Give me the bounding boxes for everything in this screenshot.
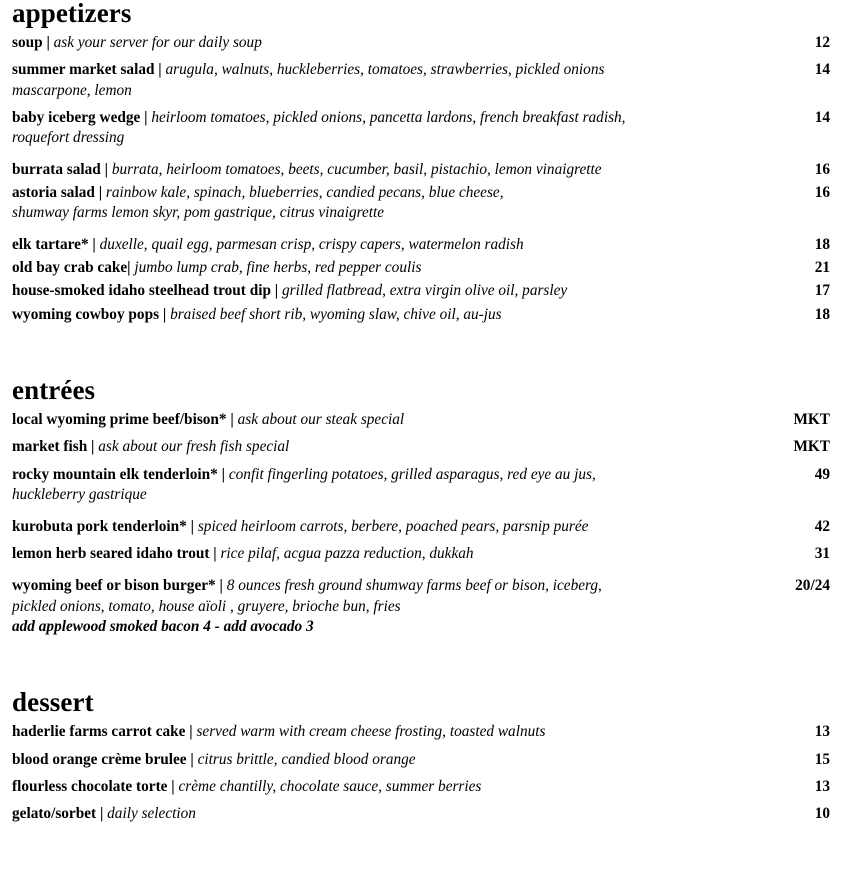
- menu-item-separator: |: [100, 160, 112, 178]
- menu-item-price: 14: [814, 61, 830, 79]
- menu-item-text: [12, 517, 772, 537]
- menu-item-name: wyoming beef or bison burger*: [12, 577, 216, 595]
- menu-item-description: ask your server for our daily soup: [53, 34, 262, 51]
- menu-item-separator: |: [167, 777, 179, 795]
- menu-item-separator: |: [270, 282, 282, 300]
- menu-item-description: ask about our steak special: [237, 411, 405, 429]
- menu-item-text: [12, 437, 772, 457]
- menu-item-price: 17: [814, 282, 830, 300]
- menu-item-description-line2: huckleberry gastrique: [12, 486, 147, 504]
- menu-item-separator: |: [186, 750, 198, 768]
- menu-item-description: confit fingerling potatoes, grilled asparagus, red eye au jus,: [228, 465, 596, 483]
- menu-item-separator: |: [88, 235, 100, 253]
- menu-item-price: 42: [814, 517, 830, 535]
- menu-item-separator: |: [140, 109, 152, 127]
- menu-item-description: ask about our fresh fish special: [98, 438, 290, 456]
- menu-item-description: spiced heirloom carrots, berbere, poached pears, parsnip purée: [197, 517, 589, 535]
- menu-item-kurobuta-pork-tenderloin: [12, 517, 830, 537]
- menu-item-wyoming-cowboy-pops: [12, 305, 830, 325]
- menu-item-name: old bay crab cake: [12, 259, 128, 277]
- menu-item-separator: |: [215, 577, 227, 595]
- menu-item-text: [12, 777, 772, 797]
- menu-item-text: [12, 108, 772, 149]
- menu-item-local-wyoming-prime-beef-bison: [12, 410, 830, 430]
- menu-item-separator: |: [94, 184, 106, 202]
- menu-item-text: [12, 750, 772, 770]
- section-heading-dessert: dessert: [12, 687, 94, 718]
- menu-item-name: market fish: [12, 438, 88, 456]
- section-appetizers: [12, 0, 830, 325]
- menu-item-price: 31: [814, 544, 830, 562]
- menu-item-name: blood orange crème brulee: [12, 750, 187, 768]
- menu-item-text: [12, 183, 772, 224]
- menu-item-name: haderlie farms carrot cake: [12, 723, 186, 741]
- menu-item-separator: |: [209, 544, 221, 562]
- menu-item-baby-iceberg-wedge: [12, 108, 830, 149]
- section-entrees: [12, 377, 830, 637]
- menu-item-text: [12, 235, 772, 255]
- menu-item-name: soup: [12, 34, 43, 51]
- section-heading-appetizers: appetizers: [12, 0, 132, 28]
- menu-item-description-line2: roquefort dressing: [12, 129, 125, 147]
- menu-item-text: [12, 410, 772, 430]
- menu-item-separator: |: [226, 411, 238, 429]
- menu-item-name: flourless chocolate torte: [12, 777, 168, 795]
- menu-item-price: 18: [814, 305, 830, 323]
- menu-item-name: lemon herb seared idaho trout: [12, 544, 210, 562]
- menu-item-text: [12, 804, 772, 824]
- menu-item-steelhead-trout-dip: [12, 281, 830, 301]
- menu-item-name: rocky mountain elk tenderloin*: [12, 465, 218, 483]
- menu-item-elk-tartare: [12, 235, 830, 255]
- menu-item-price: 13: [814, 723, 830, 741]
- menu-item-haderlie-farms-carrot-cake: [12, 722, 830, 742]
- menu-item-name: summer market salad: [12, 61, 155, 79]
- menu-item-description: burrata, heirloom tomatoes, beets, cucumber, basil, pistachio, lemon vinaigrette: [111, 160, 602, 178]
- menu-item-price: 12: [814, 34, 830, 51]
- menu-item-description: crème chantilly, chocolate sauce, summer berries: [178, 777, 482, 795]
- menu-item-text: [12, 722, 772, 742]
- menu-item-name: kurobuta pork tenderloin*: [12, 517, 187, 535]
- menu-item-separator: |: [186, 517, 198, 535]
- menu-item-rocky-mountain-elk-tenderloin: [12, 465, 830, 506]
- menu-item-description-line2: shumway farms lemon skyr, pom gastrique, citrus vinaigrette: [12, 204, 385, 222]
- menu-item-name: baby iceberg wedge: [12, 109, 141, 127]
- menu-item-description: duxelle, quail egg, parmesan crisp, crispy capers, watermelon radish: [99, 235, 524, 253]
- menu-item-price: 14: [814, 109, 830, 127]
- menu-item-name: elk tartare*: [12, 235, 89, 253]
- menu-item-description: heirloom tomatoes, pickled onions, pancetta lardons, french breakfast radish,: [151, 109, 626, 127]
- menu-item-description: served warm with cream cheese frosting, toasted walnuts: [196, 723, 546, 741]
- menu-item-summer-market-salad: [12, 60, 830, 101]
- menu-item-text: [12, 33, 772, 53]
- menu-item-price: 20/24: [795, 577, 830, 595]
- menu-item-astoria-salad: [12, 183, 830, 224]
- menu-item-soup: [12, 33, 830, 53]
- menu-item-description: citrus brittle, candied blood orange: [197, 750, 416, 768]
- menu-item-old-bay-crab-cake: [12, 258, 830, 278]
- menu-item-separator: |: [127, 259, 135, 277]
- menu-item-text: [12, 258, 772, 278]
- section-heading-entrees: entrées: [12, 375, 96, 406]
- menu-item-price: MKT: [793, 411, 830, 429]
- menu-item-text: [12, 465, 772, 506]
- menu-item-separator: |: [42, 34, 54, 51]
- menu-item-price: 13: [814, 777, 830, 795]
- menu-item-price: 16: [814, 160, 830, 178]
- menu-item-market-fish: [12, 437, 830, 457]
- menu-item-separator: |: [159, 305, 171, 323]
- menu-item-burrata-salad: [12, 160, 830, 180]
- menu-item-name: local wyoming prime beef/bison*: [12, 411, 227, 429]
- menu-item-price: 16: [814, 184, 830, 202]
- menu-item-price: 18: [814, 235, 830, 253]
- menu-item-description: 8 ounces fresh ground shumway farms beef or bison, iceberg,: [226, 577, 602, 595]
- menu-item-name: gelato/sorbet: [12, 805, 97, 823]
- menu-item-separator: |: [154, 61, 166, 79]
- menu-item-name: house-smoked idaho steelhead trout dip: [12, 282, 271, 300]
- menu-item-gelato-sorbet: [12, 804, 830, 824]
- menu-item-description-line2: pickled onions, tomato, house aïoli , gruyere, brioche bun, fries: [12, 597, 401, 615]
- menu-item-description: jumbo lump crab, fine herbs, red pepper coulis: [134, 259, 422, 277]
- menu-item-description: grilled flatbread, extra virgin olive oil, parsley: [282, 282, 568, 300]
- menu-item-separator: |: [217, 465, 229, 483]
- menu-item-name: burrata salad: [12, 160, 101, 178]
- menu-item-price: 21: [814, 259, 830, 277]
- menu-item-description: arugula, walnuts, huckleberries, tomatoes, strawberries, pickled onions: [165, 61, 605, 79]
- menu-item-wyoming-beef-or-bison-burger: [12, 576, 830, 637]
- menu-item-separator: |: [87, 438, 99, 456]
- menu-item-blood-orange-creme-brulee: [12, 750, 830, 770]
- menu-item-text: [12, 305, 772, 325]
- menu-item-text: [12, 576, 772, 637]
- menu-item-text: [12, 60, 772, 101]
- menu-item-price: 15: [814, 750, 830, 768]
- menu-item-price: MKT: [793, 438, 830, 456]
- menu-item-separator: |: [96, 805, 108, 823]
- menu-item-description: braised beef short rib, wyoming slaw, chive oil, au-jus: [170, 305, 502, 323]
- menu-item-price: 10: [814, 805, 830, 823]
- menu-item-addons: add applewood smoked bacon 4 - add avocado 3: [12, 617, 314, 635]
- menu-item-text: [12, 160, 772, 180]
- menu-item-name: wyoming cowboy pops: [12, 305, 160, 323]
- menu-item-text: [12, 544, 772, 564]
- menu-item-description: daily selection: [107, 805, 196, 823]
- menu-item-price: 49: [814, 465, 830, 483]
- section-dessert: [12, 689, 830, 824]
- menu-item-text: [12, 281, 772, 301]
- menu-item-flourless-chocolate-torte: [12, 777, 830, 797]
- menu-item-description: rice pilaf, acgua pazza reduction, dukkah: [220, 544, 474, 562]
- menu-item-description-line2: mascarpone, lemon: [12, 81, 132, 99]
- menu-item-name: astoria salad: [12, 184, 95, 202]
- menu-item-description: rainbow kale, spinach, blueberries, candied pecans, blue cheese,: [105, 184, 504, 202]
- menu-item-lemon-herb-seared-idaho-trout: [12, 544, 830, 564]
- menu-item-separator: |: [185, 723, 197, 741]
